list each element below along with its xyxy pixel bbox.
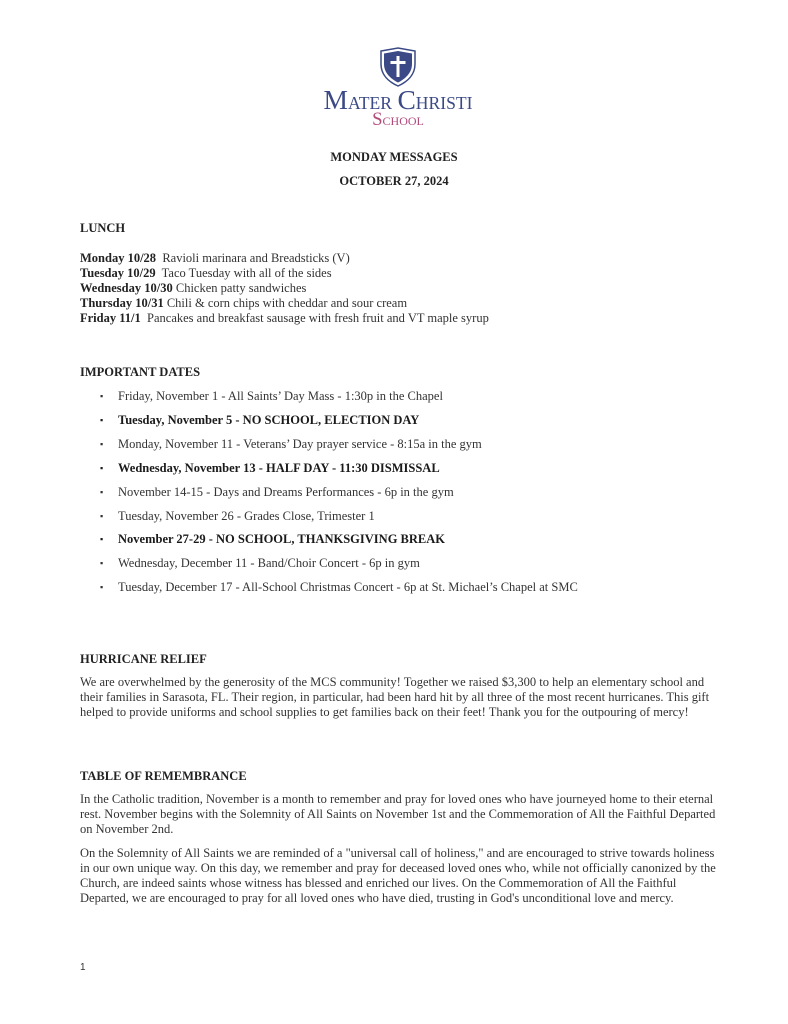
date-text: Friday, November 1 - All Saints’ Day Mass - 1:30p in the Chapel [118, 389, 443, 403]
bullet-icon: ▪ [100, 487, 104, 497]
lunch-item [80, 281, 306, 296]
bullet-icon: ▪ [100, 463, 104, 473]
bullet-icon: ▪ [100, 415, 104, 425]
date-list-item [100, 461, 440, 476]
lunch-day: Thursday 10/31 [80, 296, 164, 310]
lunch-meal: Chicken patty sandwiches [175, 281, 307, 295]
lunch-meal: Pancakes and breakfast sausage with fresh fruit and VT maple syrup [147, 311, 489, 325]
date-text: November 27-29 - NO SCHOOL, THANKSGIVING BREAK [118, 532, 445, 546]
lunch-day: Monday 10/28 [80, 251, 157, 265]
page-date: OCTOBER 27, 2024 [339, 174, 449, 188]
logo-school: SCHOOL [372, 109, 424, 130]
lunch-item [80, 311, 489, 326]
date-list-item [100, 389, 443, 404]
lunch-meal: Ravioli marinara and Breadsticks (V) [162, 251, 350, 265]
page-title: MONDAY MESSAGES [330, 150, 458, 164]
date-list-item [100, 485, 454, 500]
date-text: Tuesday, December 17 - All-School Christmas Concert - 6p at St. Michael’s Chapel at SMC [118, 580, 578, 594]
logo-name [318, 84, 478, 115]
date-text: Tuesday, November 5 - NO SCHOOL, ELECTION DAY [118, 413, 420, 427]
lunch-day: Friday 11/1 [80, 311, 141, 325]
lunch-meal: Taco Tuesday with all of the sides [161, 266, 332, 280]
logo-name-first: MATER [323, 84, 392, 115]
lunch-meal: Chili & corn chips with cheddar and sour cream [166, 296, 408, 310]
date-text: November 14-15 - Days and Dreams Performances - 6p in the gym [118, 485, 454, 499]
lunch-heading: LUNCH [80, 221, 126, 235]
important-dates-heading: IMPORTANT DATES [80, 365, 201, 379]
bullet-icon: ▪ [100, 439, 104, 449]
date-text: Monday, November 11 - Veterans’ Day prayer service - 8:15a in the gym [118, 437, 482, 451]
date-list-item [100, 413, 419, 428]
lunch-day: Wednesday 10/30 [80, 281, 173, 295]
shield-cross-icon [379, 47, 417, 87]
lunch-item [80, 266, 332, 281]
logo-name-second: CHRISTI [397, 84, 473, 115]
lunch-day: Tuesday 10/29 [80, 266, 156, 280]
date-list-item [100, 437, 482, 452]
remembrance-paragraph-1: In the Catholic tradition, November is a month to remember and pray for loved ones who have journeyed home to their eternal rest. November begins with the Solemnity of All Saints on November 1st and the Commemoration of All the Faithful Departed on November 2nd. [80, 792, 716, 836]
date-list-item [100, 556, 420, 571]
remembrance-paragraph-2: On the Solemnity of All Saints we are reminded of a "universal call of holiness," and are encouraged to strive towards holiness in our own unique way. On this day, we remember and pray for deceased loved ones who, while not officially canonized by the Church, are indeed saints whose witness has blessed and enriched our lives. On the Commemoration of All the Faithful Departed, we are encouraged to pray for all loved ones who have died, trusting in God's unconditional love and mercy. [80, 846, 716, 905]
bullet-icon: ▪ [100, 558, 104, 568]
date-list-item [100, 580, 578, 595]
bullet-icon: ▪ [100, 391, 104, 401]
bullet-icon: ▪ [100, 534, 104, 544]
lunch-item [80, 296, 407, 311]
date-text: Wednesday, December 11 - Band/Choir Concert - 6p in gym [118, 556, 420, 570]
school-logo [318, 47, 478, 131]
page-number: 1 [80, 962, 86, 973]
hurricane-relief-heading: HURRICANE RELIEF [80, 652, 207, 666]
date-text: Wednesday, November 13 - HALF DAY - 11:30 DISMISSAL [118, 461, 440, 475]
hurricane-relief-body: We are overwhelmed by the generosity of the MCS community! Together we raised $3,300 to help an elementary school and their families in Sarasota, FL. Their region, in particular, had been hard hit by all three of the most recent hurricanes. This gift helped to provide uniforms and school supplies to get families back on their feet! Thank you for the outpouring of mercy! [80, 675, 710, 719]
table-of-remembrance-heading: TABLE OF REMEMBRANCE [80, 769, 247, 783]
date-list-item [100, 532, 445, 547]
lunch-item [80, 251, 350, 266]
bullet-icon: ▪ [100, 511, 104, 521]
bullet-icon: ▪ [100, 582, 104, 592]
date-list-item [100, 509, 375, 524]
date-text: Tuesday, November 26 - Grades Close, Trimester 1 [118, 509, 375, 523]
